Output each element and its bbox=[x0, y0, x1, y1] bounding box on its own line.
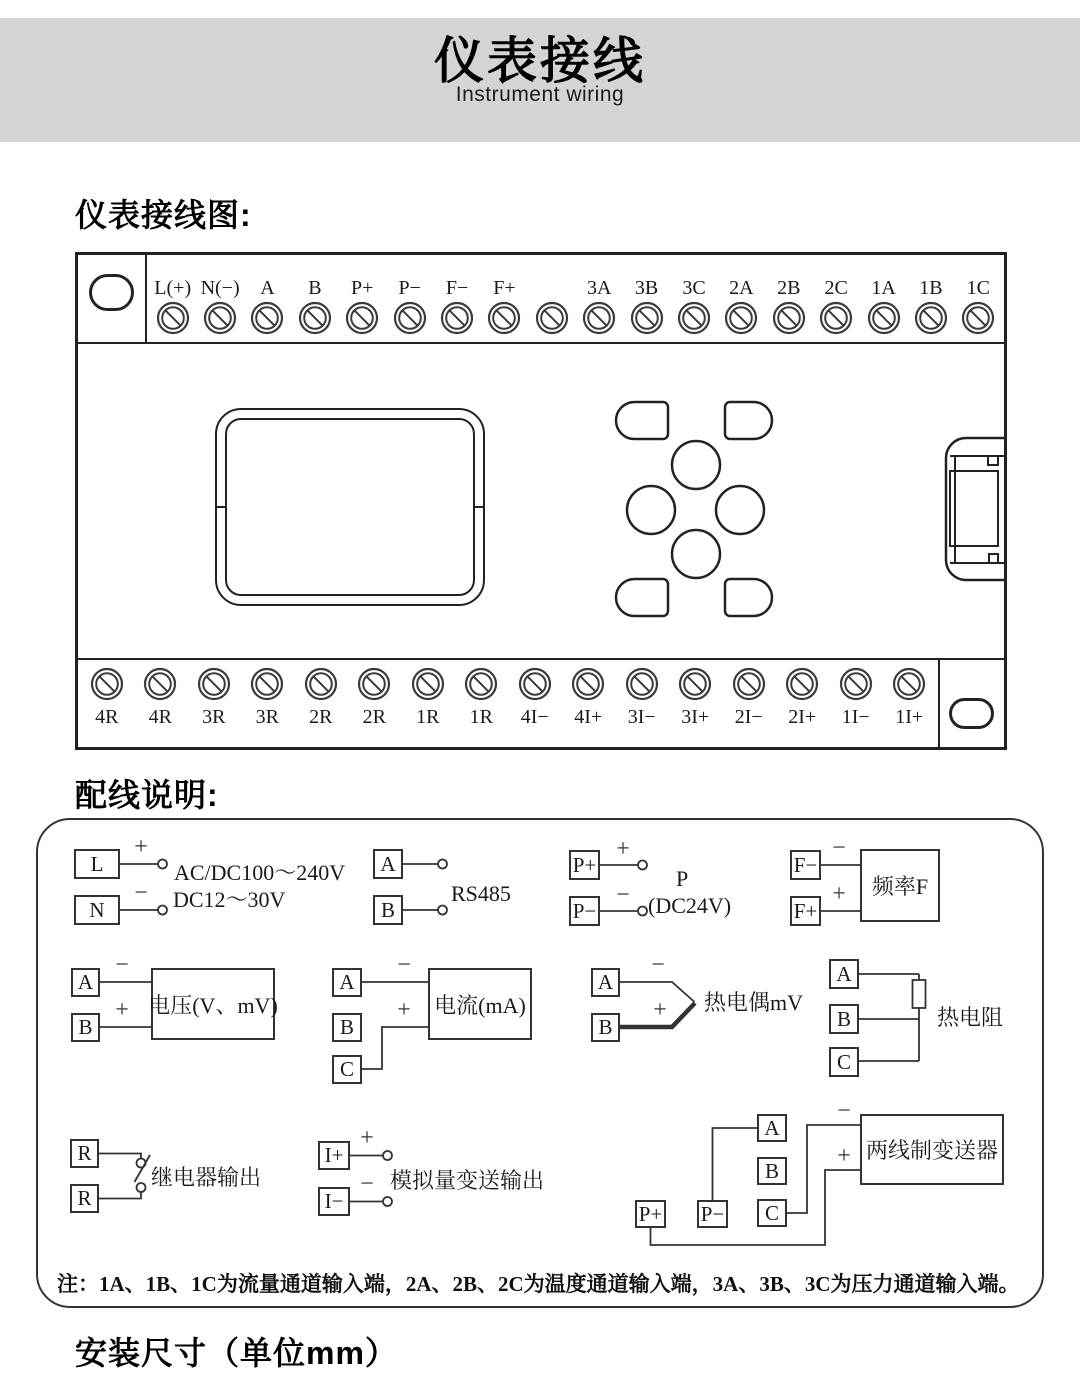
polarity-minus: − bbox=[134, 880, 148, 906]
terminal-label: F+ bbox=[493, 277, 516, 299]
terminal-label: 2B bbox=[777, 277, 801, 299]
terminal-box-B: B bbox=[332, 1013, 362, 1042]
screw-terminal-icon bbox=[250, 667, 284, 701]
terminal-label: F− bbox=[445, 277, 469, 299]
key-top-left-icon bbox=[616, 402, 668, 439]
screw-terminal-icon bbox=[411, 667, 445, 701]
transmitter-wires bbox=[651, 1098, 861, 1245]
key-up-icon bbox=[672, 441, 720, 489]
terminal-label: L(+) bbox=[154, 277, 192, 299]
terminal-box-A: A bbox=[829, 959, 859, 989]
polarity-plus: + bbox=[134, 834, 148, 860]
terminal-box-A: A bbox=[373, 849, 403, 879]
wiring-notes-heading: 配线说明: bbox=[75, 777, 219, 813]
voltage-source-box: 电压(V、mV) bbox=[151, 968, 275, 1040]
terminal-label: P+ bbox=[351, 277, 374, 299]
polarity-minus: − bbox=[832, 835, 846, 861]
key-down-icon bbox=[672, 530, 720, 578]
polarity-plus: + bbox=[832, 881, 846, 907]
polarity-minus: − bbox=[651, 952, 665, 978]
terminal-box-P-plus: P+ bbox=[635, 1200, 666, 1228]
page-title: 仪表接线 bbox=[434, 33, 646, 89]
channel-note: 注：1A、1B、1C为流量通道输入端，2A、2B、2C为温度通道输入端，3A、3B、3C为压力通道输入端。 bbox=[57, 1272, 1020, 1296]
terminal-label: 4I− bbox=[520, 706, 549, 728]
terminal-label: 3I− bbox=[627, 706, 656, 728]
rtd-label: 热电阻 bbox=[937, 1005, 1004, 1030]
terminal-cell bbox=[401, 660, 455, 747]
key-bottom-right-icon bbox=[725, 579, 772, 616]
terminal-box-P-minus: P− bbox=[569, 896, 600, 926]
power-wires bbox=[120, 834, 167, 915]
screw-terminal-icon bbox=[518, 667, 552, 701]
terminal-label: 4R bbox=[148, 706, 172, 728]
screw-terminal-icon bbox=[571, 667, 605, 701]
frequency-source-box: 频率F bbox=[860, 849, 940, 922]
terminal-box-I-minus: I− bbox=[318, 1187, 350, 1216]
terminal-label: 2A bbox=[729, 277, 754, 299]
rtd-wires bbox=[859, 974, 926, 1061]
terminal-cell bbox=[134, 660, 188, 747]
terminal-cell bbox=[562, 660, 616, 747]
terminal-cell bbox=[615, 660, 669, 747]
terminal-label: 4I+ bbox=[574, 706, 603, 728]
install-dims-heading: 安装尺寸（单位mm） bbox=[75, 1335, 398, 1371]
terminal-box-A: A bbox=[757, 1114, 787, 1142]
polarity-plus: + bbox=[360, 1125, 374, 1151]
current-wires bbox=[362, 952, 428, 1069]
polarity-minus: − bbox=[115, 952, 129, 978]
screw-terminal-icon bbox=[304, 667, 338, 701]
key-bottom-left-icon bbox=[616, 579, 668, 616]
key-top-right-icon bbox=[725, 402, 772, 439]
key-right-icon bbox=[716, 486, 764, 534]
terminal-label: 2I− bbox=[734, 706, 763, 728]
page-header bbox=[0, 18, 1080, 142]
polarity-minus: − bbox=[360, 1171, 374, 1197]
terminal-cell bbox=[455, 660, 509, 747]
terminal-box-F-minus: F− bbox=[790, 850, 821, 880]
rs485-wires bbox=[403, 860, 447, 915]
terminal-cell bbox=[722, 660, 776, 747]
screw-terminal-icon bbox=[892, 667, 926, 701]
bottom-terminal-row bbox=[80, 660, 936, 747]
terminal-cell bbox=[241, 660, 295, 747]
terminal-cell bbox=[294, 660, 348, 747]
terminal-box-C: C bbox=[757, 1199, 787, 1227]
terminal-box-F-plus: F+ bbox=[790, 896, 821, 926]
terminal-label: 2R bbox=[309, 706, 333, 728]
terminal-label: 1I+ bbox=[895, 706, 924, 728]
relay-wires bbox=[99, 1154, 150, 1199]
side-connector-icon bbox=[946, 438, 1007, 580]
terminal-label: 2C bbox=[824, 277, 848, 299]
terminal-cell bbox=[80, 660, 134, 747]
terminal-box-I-plus: I+ bbox=[318, 1141, 350, 1170]
polarity-plus: + bbox=[115, 997, 129, 1023]
terminal-label: 2I+ bbox=[788, 706, 817, 728]
power-range-line2: DC12～30V bbox=[173, 887, 286, 912]
terminal-label: 3A bbox=[586, 277, 612, 299]
polarity-plus: + bbox=[837, 1143, 851, 1169]
terminal-box-P-minus: P− bbox=[697, 1200, 728, 1228]
screw-terminal-icon bbox=[143, 667, 177, 701]
transmitter-box: 两线制变送器 bbox=[860, 1114, 1004, 1185]
power-range-line1: AC/DC100～240V bbox=[174, 860, 346, 885]
screw-terminal-icon bbox=[785, 667, 819, 701]
terminal-label: N(−) bbox=[200, 277, 240, 299]
screw-terminal-icon bbox=[464, 667, 498, 701]
terminal-box-C: C bbox=[332, 1055, 362, 1084]
thermocouple-label: 热电偶mV bbox=[704, 990, 804, 1015]
screw-terminal-icon bbox=[678, 667, 712, 701]
wiring-notes-panel bbox=[36, 818, 1044, 1308]
polarity-minus: − bbox=[397, 952, 411, 978]
terminal-box-B: B bbox=[829, 1004, 859, 1034]
terminal-cell bbox=[829, 660, 883, 747]
terminal-box-A: A bbox=[71, 968, 100, 997]
terminal-box-N: N bbox=[74, 895, 120, 925]
terminal-label: 1R bbox=[416, 706, 440, 728]
polarity-plus: + bbox=[397, 997, 411, 1023]
page-subtitle: Instrument wiring bbox=[455, 83, 625, 106]
thermocouple-wires bbox=[620, 952, 695, 1027]
terminal-label: 3B bbox=[634, 277, 659, 299]
terminal-box-L: L bbox=[74, 849, 120, 879]
screw-terminal-icon bbox=[357, 667, 391, 701]
rs485-label: RS485 bbox=[451, 881, 511, 906]
analog-out-label: 模拟量变送输出 bbox=[390, 1168, 545, 1193]
terminal-cell bbox=[348, 660, 402, 747]
current-source-box: 电流(mA) bbox=[428, 968, 532, 1040]
terminal-box-A: A bbox=[332, 968, 362, 997]
terminal-cell bbox=[669, 660, 723, 747]
p-supply-label-line2: (DC24V) bbox=[648, 893, 732, 918]
analog-out-wires bbox=[350, 1125, 392, 1206]
screw-terminal-icon bbox=[625, 667, 659, 701]
terminal-cell bbox=[776, 660, 830, 747]
terminal-label: 3I+ bbox=[681, 706, 710, 728]
p-supply-label-line1: P bbox=[676, 866, 689, 891]
voltage-wires bbox=[100, 952, 151, 1027]
frequency-wires bbox=[821, 835, 860, 911]
p-supply-wires bbox=[600, 836, 647, 916]
polarity-plus: + bbox=[616, 836, 630, 862]
terminal-label: 1R bbox=[469, 706, 493, 728]
terminal-label: 1B bbox=[919, 277, 943, 299]
polarity-minus: − bbox=[616, 882, 630, 908]
terminal-label: 2R bbox=[362, 706, 386, 728]
polarity-plus: + bbox=[653, 997, 667, 1023]
resistor-icon bbox=[913, 980, 926, 1008]
terminal-box-B: B bbox=[373, 895, 403, 925]
terminal-box-A: A bbox=[591, 968, 620, 997]
terminal-label: 1C bbox=[966, 277, 990, 299]
mount-slot-right bbox=[938, 660, 1004, 747]
terminal-box-R: R bbox=[70, 1184, 99, 1213]
terminal-box-P-plus: P+ bbox=[569, 850, 600, 880]
polarity-minus: − bbox=[837, 1098, 851, 1124]
terminal-label: 3R bbox=[202, 706, 226, 728]
mount-hole-icon bbox=[949, 698, 994, 729]
terminal-cell bbox=[508, 660, 562, 747]
terminal-label: 1I− bbox=[841, 706, 870, 728]
terminal-cell bbox=[187, 660, 241, 747]
screw-terminal-icon bbox=[732, 667, 766, 701]
terminal-box-B: B bbox=[757, 1157, 787, 1185]
terminal-box-R: R bbox=[70, 1139, 99, 1168]
instrument-wiring-diagram bbox=[75, 252, 1007, 750]
terminal-label: 3C bbox=[682, 277, 706, 299]
terminal-box-C: C bbox=[829, 1047, 859, 1077]
terminal-cell bbox=[883, 660, 937, 747]
terminal-box-B: B bbox=[71, 1013, 100, 1042]
bottom-terminal-strip bbox=[78, 658, 1004, 747]
screw-terminal-icon bbox=[839, 667, 873, 701]
key-left-icon bbox=[627, 486, 675, 534]
terminal-label: B bbox=[308, 277, 322, 299]
screw-terminal-icon bbox=[197, 667, 231, 701]
terminal-label: 1A bbox=[871, 277, 896, 299]
wiring-diagram-heading: 仪表接线图: bbox=[75, 197, 252, 233]
terminal-box-B: B bbox=[591, 1013, 620, 1042]
terminal-label: 4R bbox=[95, 706, 119, 728]
screw-terminal-icon bbox=[90, 667, 124, 701]
terminal-label: 3R bbox=[255, 706, 279, 728]
relay-label: 继电器输出 bbox=[151, 1165, 262, 1190]
terminal-label: A bbox=[260, 277, 275, 299]
terminal-label: P− bbox=[398, 277, 421, 299]
